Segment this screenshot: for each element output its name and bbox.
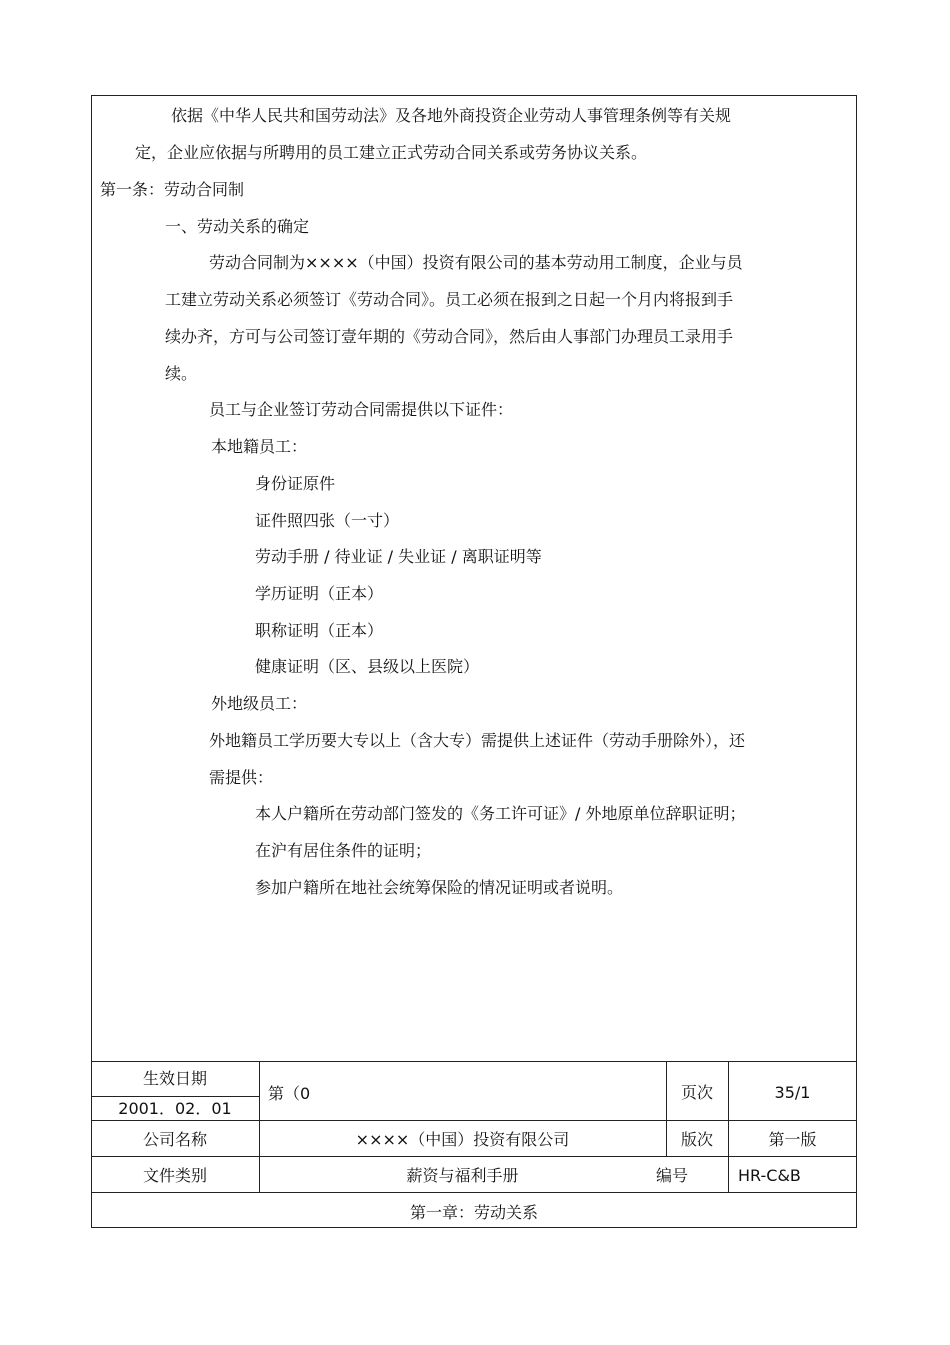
local-staff-heading: 本地籍员工：: [211, 437, 308, 456]
company-name-label: 公司名称: [142, 1130, 207, 1149]
local-item: 劳动手册 / 待业证 / 失业证 / 离职证明等: [255, 547, 542, 566]
local-item: 健康证明（区、县级以上医院）: [255, 657, 480, 676]
nonlocal-item: 在沪有居住条件的证明；: [255, 841, 432, 860]
section-1-heading: 一、劳动关系的确定: [165, 217, 310, 236]
table-column-divider: [728, 1061, 729, 1192]
paragraph-1-line-4: 续。: [165, 364, 198, 383]
intro-line-2: 定，企业应依据与所聘用的员工建立正式劳动合同关系或劳务协议关系。: [135, 143, 648, 162]
article-1-heading: 第一条：劳动合同制: [100, 180, 245, 199]
date-cell-divider: [91, 1096, 259, 1097]
effective-date-label: 生效日期: [142, 1069, 207, 1088]
paragraph-1-line-3: 续办齐，方可与公司签订壹年期的《劳动合同》，然后由人事部门办理员工录用手: [165, 327, 734, 346]
document-type-label: 文件类别: [142, 1166, 207, 1185]
nonlocal-line-1: 外地籍员工学历要大专以上（含大专）需提供上述证件（劳动手册除外），还: [209, 731, 746, 750]
document-code-label: 编号: [656, 1166, 689, 1185]
local-item: 学历证明（正本）: [255, 584, 384, 603]
document-type-value: 薪资与福利手册: [406, 1166, 519, 1185]
nonlocal-item: 参加户籍所在地社会统筹保险的情况证明或者说明。: [255, 878, 624, 897]
company-name-value: ××××（中国）投资有限公司: [355, 1130, 570, 1149]
paragraph-1-line-2: 工建立劳动关系必须签订《劳动合同》。员工必须在报到之日起一个月内将报到手: [165, 290, 734, 309]
effective-date-value: 2001．02．01: [118, 1099, 232, 1118]
intro-line-1: 依据《中华人民共和国劳动法》及各地外商投资企业劳动人事管理条例等有关规: [171, 106, 732, 125]
documents-intro: 员工与企业签订劳动合同需提供以下证件：: [209, 400, 514, 419]
local-item: 职称证明（正本）: [255, 621, 384, 640]
table-row-divider: [91, 1192, 857, 1193]
document-code-value: HR-C&B: [738, 1166, 801, 1185]
local-item: 身份证原件: [255, 474, 336, 493]
nonlocal-item: 本人户籍所在劳动部门签发的《务工许可证》/ 外地原单位辞职证明；: [255, 804, 746, 823]
page-value: 35/1: [774, 1083, 811, 1102]
nonlocal-staff-heading: 外地级员工：: [211, 694, 308, 713]
edition-label: 版次: [680, 1130, 713, 1149]
table-row-divider: [91, 1156, 857, 1157]
page-label: 页次: [680, 1083, 713, 1102]
chapter-title: 第一章：劳动关系: [409, 1203, 538, 1222]
local-item: 证件照四张（一寸）: [255, 511, 400, 530]
edition-value: 第一版: [768, 1130, 817, 1149]
table-top-border: [91, 1061, 857, 1062]
nonlocal-line-2: 需提供：: [209, 768, 274, 787]
revision-text: 第（0: [268, 1084, 311, 1103]
paragraph-1-line-1: 劳动合同制为××××（中国）投资有限公司的基本劳动用工制度，企业与员: [209, 253, 743, 272]
table-row-divider: [91, 1120, 857, 1121]
